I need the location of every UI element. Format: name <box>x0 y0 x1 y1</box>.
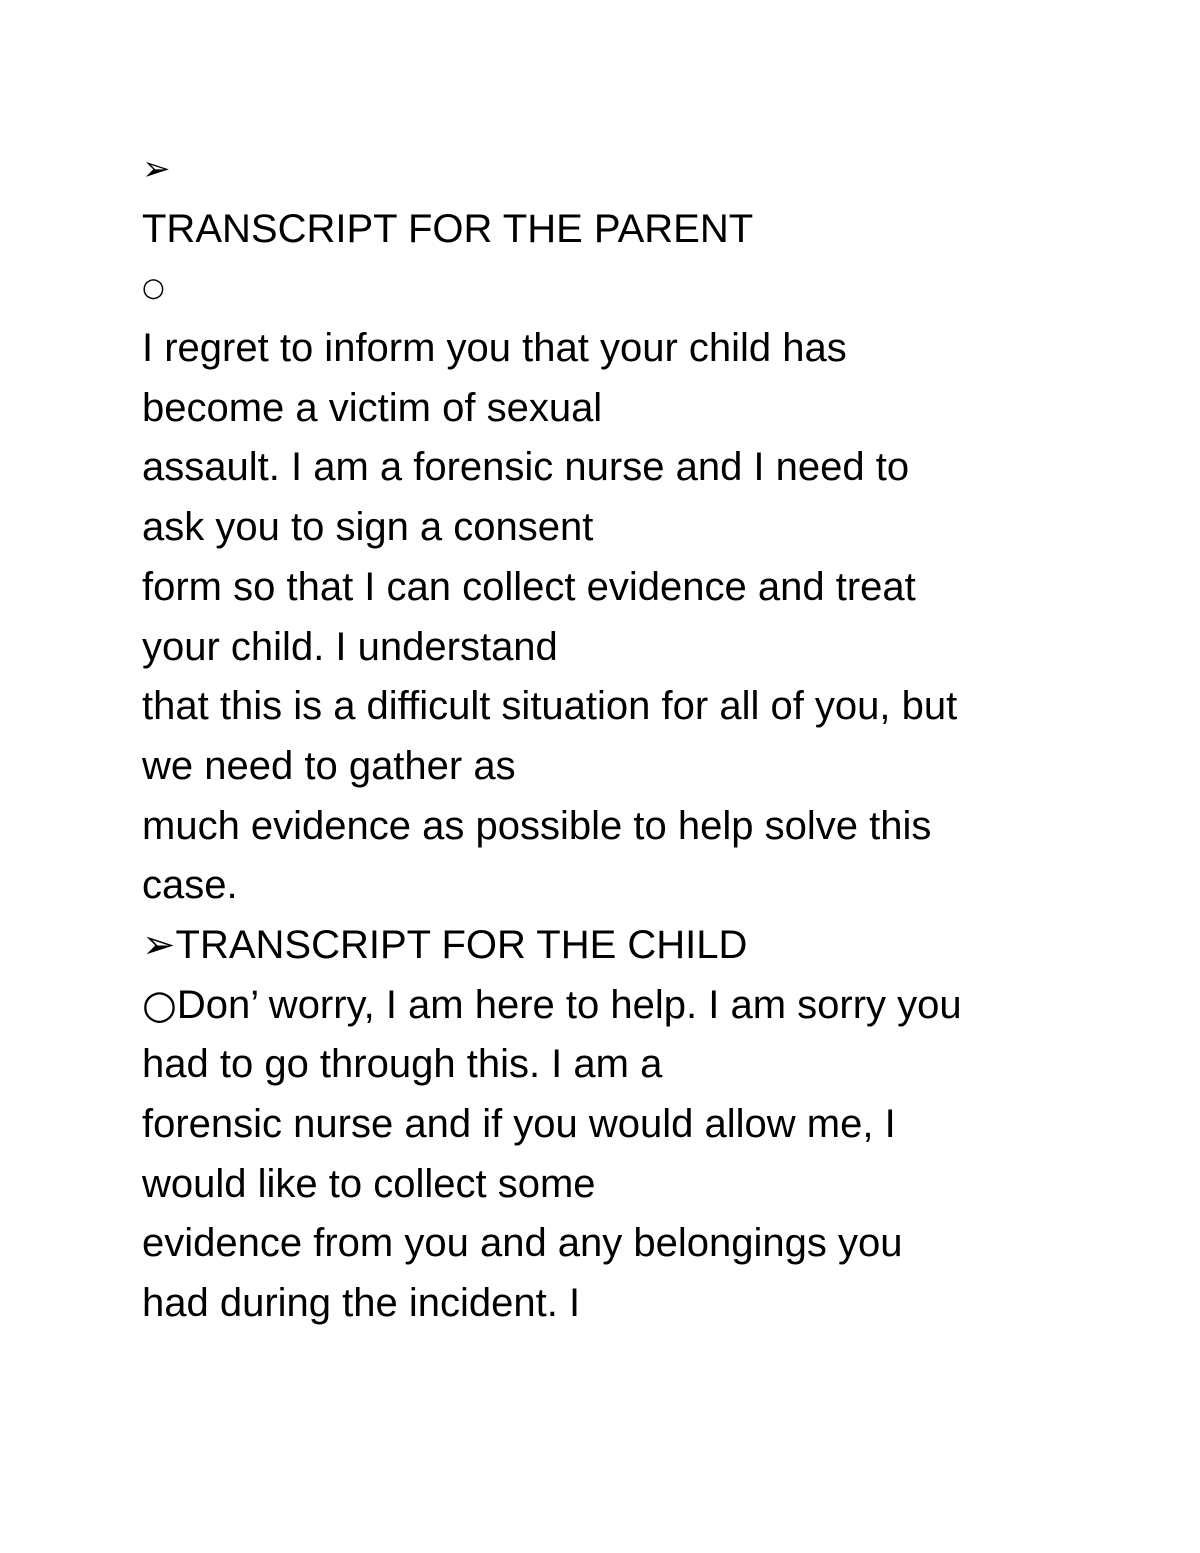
circle-bullet-icon: ○ <box>142 981 177 1028</box>
arrow-bullet-icon: ➢ <box>142 149 171 189</box>
paragraph-line: Don’ worry, I am here to help. I am sorry you <box>176 982 962 1027</box>
paragraph-line: we need to gather as <box>142 743 516 788</box>
paragraph-line: would like to collect some <box>142 1161 596 1206</box>
document-body <box>142 140 1142 1334</box>
paragraph-line: become a victim of sexual <box>142 385 603 430</box>
paragraph-first-line-row <box>142 976 1142 1036</box>
paragraph-line: that this is a difficult situation for all of you, but <box>142 684 958 729</box>
paragraph-line: ask you to sign a consent <box>142 505 594 550</box>
paragraph-line: your child. I understand <box>142 624 558 669</box>
circle-bullet-icon: ○ <box>142 273 165 304</box>
section-heading-parent: TRANSCRIPT FOR THE PARENT <box>142 206 754 251</box>
paragraph-line: had to go through this. I am a <box>142 1042 663 1087</box>
paragraph-line: I regret to inform you that your child has <box>142 326 847 371</box>
paragraph-line: much evidence as possible to help solve this <box>142 803 932 848</box>
section-heading-child: TRANSCRIPT FOR THE CHILD <box>175 922 748 967</box>
paragraph-line: evidence from you and any belongings you <box>142 1221 903 1266</box>
paragraph-line: case. <box>142 863 238 908</box>
paragraph-line: form so that I can collect evidence and treat <box>142 564 916 609</box>
paragraph-line: forensic nurse and if you would allow me, I <box>142 1102 896 1146</box>
paragraph-line: had during the incident. I <box>142 1281 581 1326</box>
section-heading-child-row <box>142 916 1142 976</box>
paragraph-line: assault. I am a forensic nurse and I need to <box>142 445 910 490</box>
arrow-bullet-icon: ➢ <box>142 921 176 968</box>
